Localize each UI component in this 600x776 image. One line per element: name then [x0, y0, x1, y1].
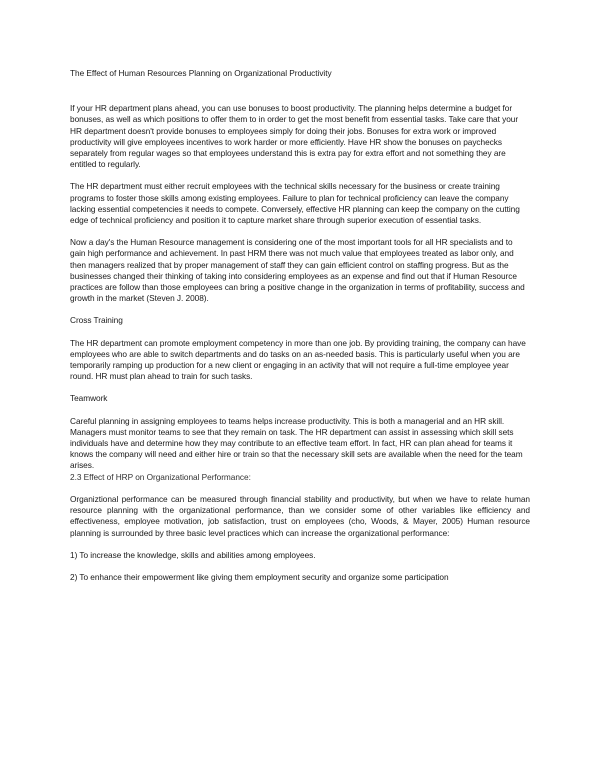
list-item-empowerment: 2) To enhance their empowerment like giving them employment security and organize some participation	[70, 571, 449, 582]
heading-teamwork: Teamwork	[70, 393, 108, 404]
paragraph-bonuses: If your HR department plans ahead, you can use bonuses to boost productivity. The planning helps determine a budget for bonuses, as well as which positions to offer them to in order to get the most benefit from essential tasks. Take care that your HR department doesn't provide bonuses to employees simply for doing their jobs. Bonuses for extra work or improved productivity will give employees incentives to work harder or more efficiently. Have HR show the bonuses on paychecks separately from regular wages so that employees understand this is extra pay for extra effort and not something they are entitled to regularly.	[70, 103, 519, 170]
paragraph-org-performance: Organiztional performance can be measured through financial stability and productivity, but when we have to relate human resource planning with the organizational performance, than we consider some of other variables like efficiency and effectiveness, employee motivation, job satisfaction, trust on employees (cho, Woods, & Mayer, 2005) Human resource planning is surrounded by three basic level practices which can increase the organizational performance:	[70, 493, 530, 538]
paragraph-hrm-importance: Now a day's the Human Resource management is considering one of the most important tools for all HR specialists and to gain high performance and achievement. In past HRM there was not much value that employees treated as labor only, and then managers realized that by proper management of staff they can gain efficient control on staffing progress. But as the businesses changed their thinking of taking into considering employees as an expense and find out that if Human Resource practices are follow than those employees can bring a positive change in the organization in terms of profitability, success and growth in the market (Steven J. 2008).	[70, 237, 525, 304]
document-title: The Effect of Human Resources Planning on Organizational Productivity	[70, 68, 332, 78]
paragraph-technical-skills: The HR department must either recruit employees with the technical skills necessary for the business or create training programs to foster those skills among existing employees. Failure to plan for technical proficiency can leave the company lacking essential competencies it needs to compete. Conversely, effective HR planning can keep the company on the cutting edge of technical proficiency and position it to capture market share through superior execution of essential tasks.	[70, 181, 520, 226]
list-item-knowledge: 1) To increase the knowledge, skills and abilities among employees.	[70, 549, 316, 560]
paragraph-cross-training: The HR department can promote employment competency in more than one job. By providing training, the company can have employees who are able to switch departments and do tasks on an as-needed basis. This is particularly useful when you are temporarily ramping up production for a new client or engaging in an activity that will not require a full-time employee year round. HR must plan ahead to train for such tasks.	[70, 337, 526, 382]
heading-hrp-effect: 2.3 Effect of HRP on Organizational Performance:	[70, 471, 251, 482]
heading-cross-training: Cross Training	[70, 315, 123, 326]
paragraph-teamwork: Careful planning in assigning employees to teams helps increase productivity. This is both a managerial and an HR skill. Managers must monitor teams to see that they remain on task. The HR department can assist in assessing which skill sets individuals have and determine how they may contribute to an effective team effort. In fact, HR can plan ahead for teams it knows the company will need and either hire or train so that the necessary skill sets are available when the need for the team arises.	[70, 415, 523, 471]
